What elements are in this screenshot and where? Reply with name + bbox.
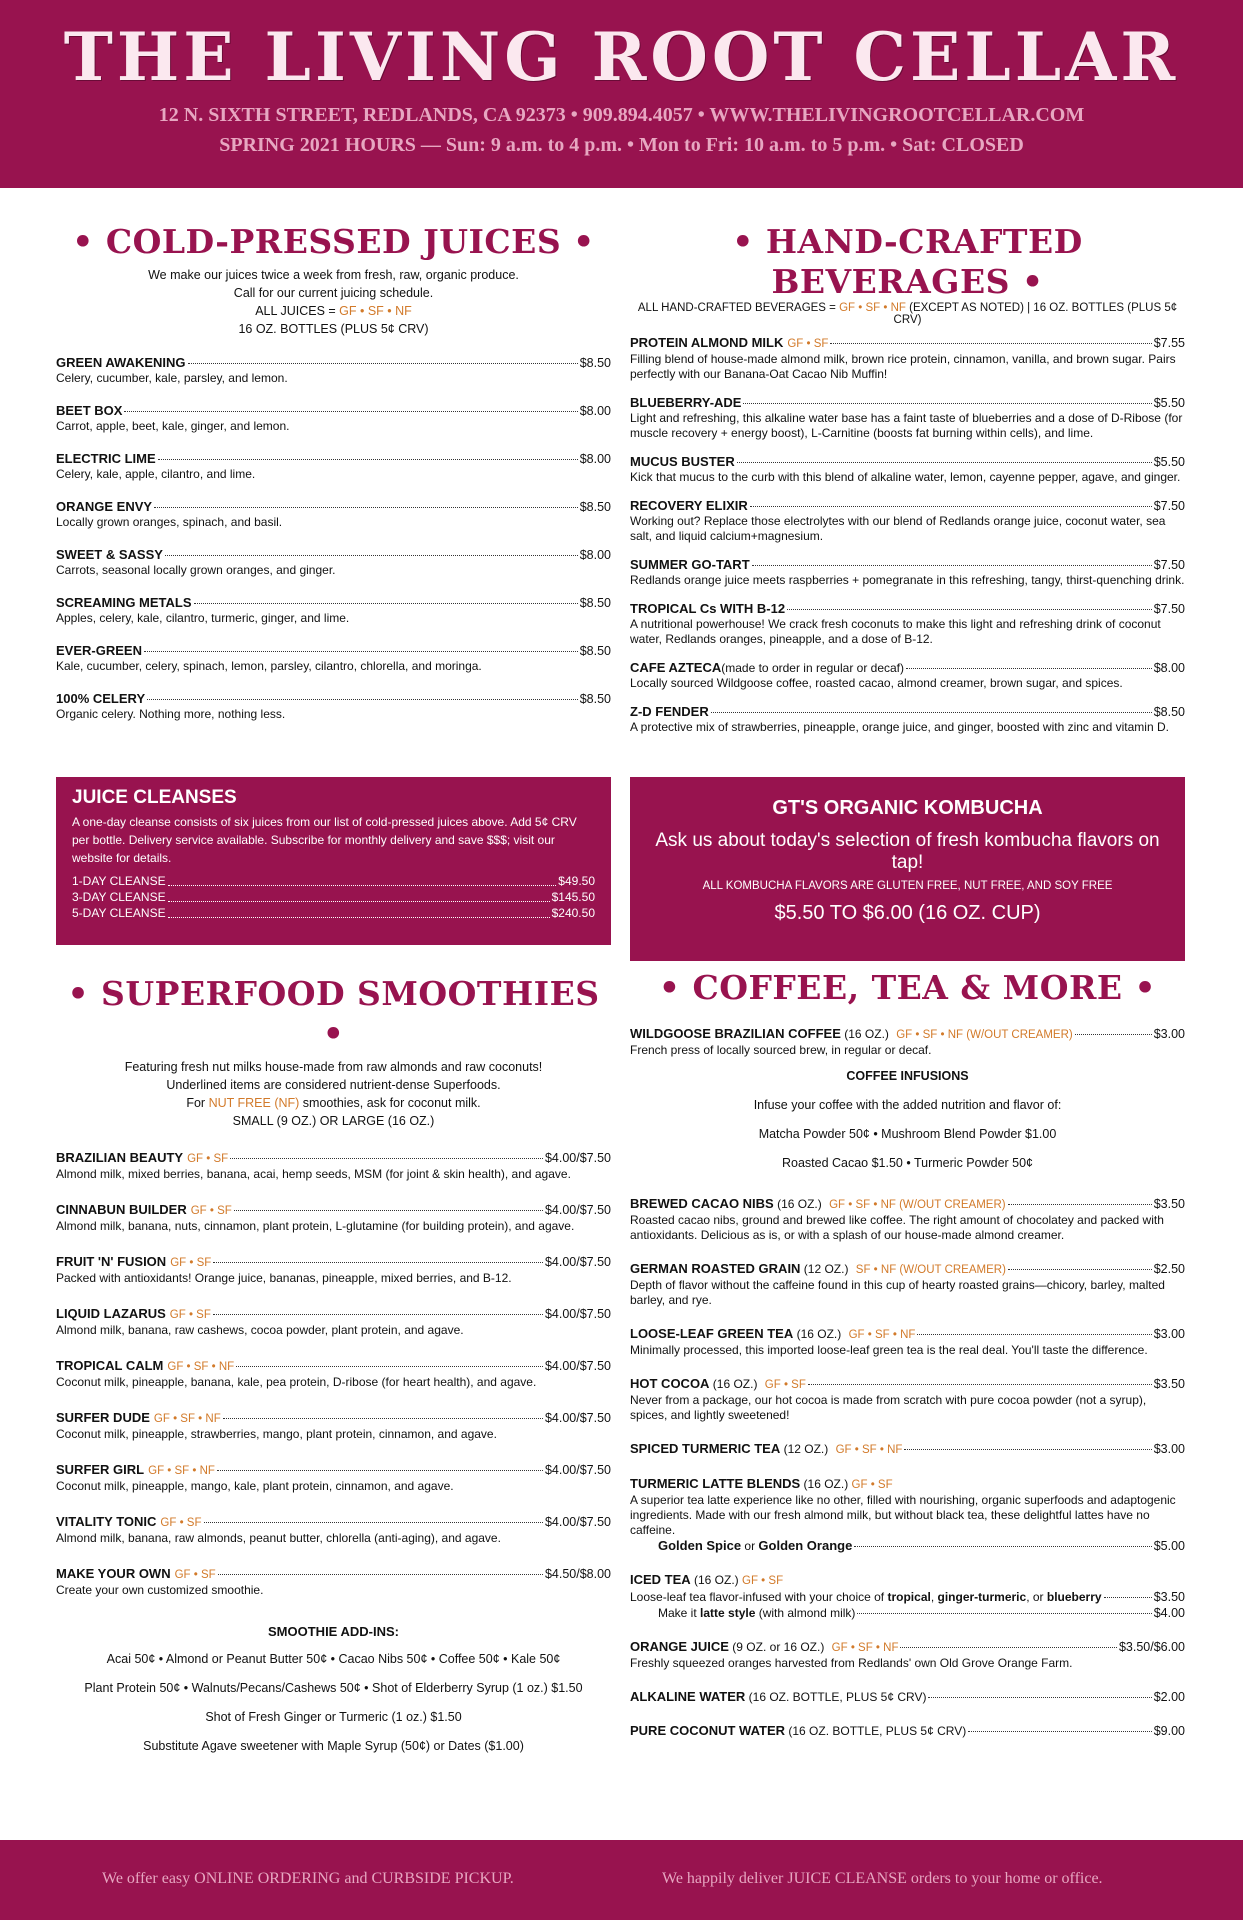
cleanses-desc: A one-day cleanse consists of six juices from our list of cold-pressed juices above. Add 5¢ CRV per bottle. Delivery service available. Subscribe for monthly delivery and save $$$; visit our website for details. bbox=[72, 815, 577, 865]
item-desc: Depth of flavor without the caffeine found in this cup of hearty roasted grains—chicory, barley, malted barley, and rye. bbox=[630, 1278, 1165, 1307]
item-price: $3.00 bbox=[1153, 1027, 1185, 1041]
item-tags: GF • SF • NF (W/OUT CREAMER) bbox=[829, 1199, 1006, 1211]
leader-dots bbox=[711, 712, 1152, 713]
leader-dots bbox=[752, 565, 1152, 566]
leader-dots bbox=[147, 699, 578, 700]
kombucha-line1: Ask us about today's selection of fresh kombucha flavors on tap! bbox=[655, 830, 1160, 873]
juice-item bbox=[56, 595, 611, 626]
footer bbox=[0, 1840, 1243, 1920]
coffee-item bbox=[630, 1639, 1185, 1671]
item-note: (made to order in regular or decaf) bbox=[721, 661, 905, 675]
item-tags: GF • SF bbox=[160, 1517, 202, 1529]
smoothie-item bbox=[56, 1566, 611, 1598]
kombucha-box bbox=[630, 777, 1185, 961]
beverage-item bbox=[630, 704, 1185, 735]
item-price: $9.00 bbox=[1153, 1724, 1185, 1738]
flavor-blueberry: blueberry bbox=[1046, 1590, 1102, 1604]
item-name: CINNABUN BUILDER bbox=[56, 1202, 187, 1217]
item-size: (16 OZ. BOTTLE, PLUS 5¢ CRV) bbox=[785, 1724, 967, 1738]
flavor-tropical: tropical bbox=[887, 1590, 931, 1604]
address-line: 12 N. SIXTH STREET, REDLANDS, CA 92373 • 909.894.4057 • WWW.THELIVINGROOTCELLAR.COM bbox=[158, 104, 1085, 126]
coffee-item bbox=[630, 1026, 1185, 1058]
item-desc: Organic celery. Nothing more, nothing less. bbox=[56, 707, 286, 721]
item-size: (12 OZ.) bbox=[780, 1442, 832, 1456]
item-desc: Locally grown oranges, spinach, and basil. bbox=[56, 515, 283, 529]
item-desc: Carrot, apple, beet, kale, ginger, and lemon. bbox=[56, 419, 290, 433]
smoothies-intro-2: Underlined items are considered nutrient-dense Superfoods. bbox=[166, 1078, 501, 1092]
leader-dots bbox=[787, 609, 1152, 610]
coffee-item bbox=[630, 1261, 1185, 1308]
item-price: $8.00 bbox=[579, 548, 611, 562]
beverages-section bbox=[630, 222, 1185, 735]
item-name: LOOSE-LEAF GREEN TEA bbox=[630, 1326, 794, 1341]
leader-dots bbox=[236, 1366, 543, 1367]
leader-dots bbox=[165, 555, 578, 556]
item-tags: GF • SF • NF bbox=[153, 1413, 221, 1425]
item-price: $4.00/$7.50 bbox=[544, 1359, 611, 1373]
leader-dots bbox=[808, 1384, 1152, 1385]
item-desc: Coconut milk, pineapple, mango, kale, plant protein, cinnamon, and agave. bbox=[56, 1479, 454, 1493]
item-desc: Freshly squeezed oranges harvested from Redlands' own Old Grove Orange Farm. bbox=[630, 1656, 1073, 1670]
item-tags: GF • SF bbox=[787, 338, 829, 350]
item-size: (16 OZ. BOTTLE, PLUS 5¢ CRV) bbox=[745, 1690, 927, 1704]
item-price: $4.00 bbox=[1153, 1606, 1185, 1620]
cleanse-label: 3-DAY CLEANSE bbox=[72, 890, 166, 904]
option-golden-orange: Golden Orange bbox=[758, 1538, 853, 1553]
item-price: $8.00 bbox=[579, 404, 611, 418]
beverage-item bbox=[630, 335, 1185, 382]
item-price: $3.50/$6.00 bbox=[1118, 1640, 1185, 1654]
item-name: ORANGE JUICE bbox=[630, 1639, 729, 1654]
smoothie-item bbox=[56, 1306, 611, 1338]
item-size: (12 OZ.) bbox=[800, 1262, 852, 1276]
coffee-section bbox=[630, 968, 1185, 1739]
beverage-item bbox=[630, 498, 1185, 544]
leader-dots bbox=[230, 1158, 543, 1159]
leader-dots bbox=[168, 870, 557, 886]
cleanses-title: JUICE CLEANSES bbox=[72, 787, 237, 808]
item-name: SURFER GIRL bbox=[56, 1462, 145, 1477]
item-desc: Almond milk, banana, nuts, cinnamon, plant protein, L-glutamine (for building protein), and agave. bbox=[56, 1219, 575, 1233]
leader-dots bbox=[204, 1522, 543, 1523]
item-tags: GF • SF • NF bbox=[835, 1444, 903, 1456]
item-name: MAKE YOUR OWN bbox=[56, 1566, 171, 1581]
leader-dots bbox=[168, 886, 550, 902]
item-desc: Coconut milk, pineapple, strawberries, mango, plant protein, cinnamon, and agave. bbox=[56, 1427, 497, 1441]
item-desc: Kick that mucus to the curb with this blend of alkaline water, lemon, cayenne pepper, agave, and ginger. bbox=[630, 470, 1181, 484]
coffee-title: • COFFEE, TEA & MORE • bbox=[658, 968, 1157, 1007]
item-desc: A protective mix of strawberries, pineapple, orange juice, and ginger, boosted with zinc and vitamin D. bbox=[630, 720, 1169, 734]
item-desc: Celery, kale, apple, cilantro, and lime. bbox=[56, 467, 256, 481]
item-name: MUCUS BUSTER bbox=[630, 454, 735, 469]
item-desc: Apples, celery, kale, cilantro, turmeric, ginger, and lime. bbox=[56, 611, 350, 625]
item-desc: French press of locally sourced brew, in regular or decaf. bbox=[630, 1043, 932, 1057]
beverages-intro-b: (EXCEPT AS NOTED) | 16 OZ. BOTTLES (PLUS 5¢ CRV) bbox=[893, 302, 1178, 326]
juice-item bbox=[56, 643, 611, 674]
juice-item bbox=[56, 355, 611, 386]
item-tags: GF • SF bbox=[190, 1205, 232, 1217]
coffee-item bbox=[630, 1196, 1185, 1243]
item-size: (16 OZ.) bbox=[840, 1027, 893, 1041]
item-tags: GF • SF bbox=[851, 1479, 893, 1491]
item-name: PURE COCONUT WATER bbox=[630, 1723, 786, 1738]
item-name: SPICED TURMERIC TEA bbox=[630, 1441, 781, 1456]
item-name: BLUEBERRY-ADE bbox=[630, 395, 742, 410]
leader-dots bbox=[158, 459, 578, 460]
footer-left: We offer easy ONLINE ORDERING and CURBSIDE PICKUP. bbox=[102, 1870, 514, 1887]
kombucha-price: $5.50 TO $6.00 (16 OZ. CUP) bbox=[774, 902, 1041, 924]
juices-intro-3: ALL JUICES = bbox=[255, 304, 340, 318]
smoothie-item bbox=[56, 1462, 611, 1494]
smoothies-intro-4: SMALL (9 OZ.) OR LARGE (16 OZ.) bbox=[232, 1114, 435, 1128]
item-name: CAFE AZTECA bbox=[630, 660, 722, 675]
item-name: VITALITY TONIC bbox=[56, 1514, 157, 1529]
kombucha-title: GT'S ORGANIC KOMBUCHA bbox=[772, 797, 1043, 819]
item-desc: A superior tea latte experience like no other, filled with nourishing, organic superfoods and adaptogenic ingredients. Made with our fresh almond milk, but without black tea, these delightful lattes have no caffeine. bbox=[630, 1493, 1176, 1537]
item-name: 100% CELERY bbox=[56, 691, 146, 706]
item-name: ORANGE ENVY bbox=[56, 499, 153, 514]
item-price: $4.00/$7.50 bbox=[544, 1411, 611, 1425]
item-desc: Locally sourced Wildgoose coffee, roasted cacao, almond creamer, brown sugar, and spices. bbox=[630, 676, 1123, 690]
item-name: BRAZILIAN BEAUTY bbox=[56, 1150, 184, 1165]
juice-item bbox=[56, 547, 611, 578]
leader-dots bbox=[188, 363, 578, 364]
item-name: BEET BOX bbox=[56, 403, 123, 418]
cleanse-price: $49.50 bbox=[558, 874, 595, 888]
item-price: $4.00/$7.50 bbox=[544, 1307, 611, 1321]
item-price: $3.50 bbox=[1153, 1197, 1185, 1211]
leader-dots bbox=[213, 1262, 543, 1263]
juices-intro-4: 16 OZ. BOTTLES (PLUS 5¢ CRV) bbox=[238, 322, 429, 336]
coffee-item bbox=[630, 1476, 1185, 1554]
infusions-title: COFFEE INFUSIONS bbox=[846, 1069, 969, 1083]
item-price: $8.50 bbox=[579, 692, 611, 706]
item-name: EVER-GREEN bbox=[56, 643, 142, 658]
item-price: $4.50/$8.00 bbox=[544, 1567, 611, 1581]
leader-dots bbox=[1008, 1269, 1152, 1270]
item-price: $4.00/$7.50 bbox=[544, 1203, 611, 1217]
coffee-item bbox=[630, 1689, 1185, 1705]
item-name: Z-D FENDER bbox=[630, 704, 709, 719]
smoothies-intro-3a: For bbox=[186, 1096, 209, 1110]
item-desc: Filling blend of house-made almond milk, brown rice protein, cinnamon, vanilla, and brown sugar. Pairs perfectly with our Banana-Oat Cacao Nib Muffin! bbox=[630, 352, 1176, 381]
beverages-title: • HAND-CRAFTED BEVERAGES • bbox=[732, 222, 1083, 301]
smoothie-item bbox=[56, 1254, 611, 1286]
item-desc: Create your own customized smoothie. bbox=[56, 1583, 264, 1597]
kombucha-line2: ALL KOMBUCHA FLAVORS ARE GLUTEN FREE, NUT FREE, AND SOY FREE bbox=[702, 880, 1113, 892]
item-price: $8.50 bbox=[579, 356, 611, 370]
leader-dots bbox=[168, 902, 550, 918]
item-desc: Never from a package, our hot cocoa is made from scratch with pure cocoa powder (not a syrup), spices, and lightly sweetened! bbox=[630, 1393, 1147, 1422]
item-desc: Roasted cacao nibs, ground and brewed like coffee. The right amount of chocolatey and packed with antioxidants. Delicious as is, or with a splash of our house-made almond creamer. bbox=[630, 1213, 1164, 1242]
item-price: $8.50 bbox=[579, 644, 611, 658]
restaurant-title: THE LIVING ROOT CELLAR bbox=[63, 18, 1180, 96]
coffee-item bbox=[630, 1723, 1185, 1739]
smoothie-item bbox=[56, 1358, 611, 1390]
header bbox=[0, 0, 1243, 188]
item-tags: SF • NF (W/OUT CREAMER) bbox=[855, 1264, 1006, 1276]
leader-dots bbox=[743, 403, 1151, 404]
juice-item bbox=[56, 451, 611, 482]
item-name: TROPICAL CALM bbox=[56, 1358, 164, 1373]
smoothie-item bbox=[56, 1150, 611, 1182]
item-name: GREEN AWAKENING bbox=[56, 355, 186, 370]
latte-prefix: Make it bbox=[658, 1606, 701, 1620]
item-price: $8.00 bbox=[579, 452, 611, 466]
smoothie-item bbox=[56, 1514, 611, 1546]
cleanse-row bbox=[72, 905, 595, 921]
item-name: ALKALINE WATER bbox=[630, 1689, 746, 1704]
item-name: TURMERIC LATTE BLENDS bbox=[630, 1476, 801, 1491]
item-name: TROPICAL Cs WITH B-12 bbox=[630, 601, 786, 616]
latte-suffix: (with almond milk) bbox=[755, 1606, 856, 1620]
item-name: LIQUID LAZARUS bbox=[56, 1306, 166, 1321]
leader-dots bbox=[124, 411, 577, 412]
item-name: GERMAN ROASTED GRAIN bbox=[630, 1261, 801, 1276]
leader-dots bbox=[928, 1697, 1151, 1698]
item-desc: Coconut milk, pineapple, banana, kale, pea protein, D-ribose (for heart health), and agave. bbox=[56, 1375, 537, 1389]
item-name: SURFER DUDE bbox=[56, 1410, 150, 1425]
item-price: $7.50 bbox=[1153, 558, 1185, 572]
item-size: (16 OZ.) bbox=[793, 1327, 845, 1341]
hours-line: SPRING 2021 HOURS — Sun: 9 a.m. to 4 p.m. • Mon to Fri: 10 a.m. to 5 p.m. • Sat: CLOSED bbox=[219, 134, 1024, 156]
option-golden-spice: Golden Spice bbox=[658, 1538, 742, 1553]
item-price: $2.50 bbox=[1153, 1262, 1185, 1276]
item-price: $4.00/$7.50 bbox=[544, 1255, 611, 1269]
or-text: , or bbox=[1026, 1590, 1047, 1604]
leader-dots bbox=[1075, 1034, 1152, 1035]
beverage-item bbox=[630, 660, 1185, 691]
item-tags: GF • SF bbox=[187, 1153, 229, 1165]
smoothies-title: • SUPERFOOD SMOOTHIES • bbox=[67, 974, 600, 1053]
item-name: FRUIT 'N' FUSION bbox=[56, 1254, 167, 1269]
item-price: $8.50 bbox=[579, 596, 611, 610]
coffee-item bbox=[630, 1376, 1185, 1423]
item-price: $4.00/$7.50 bbox=[544, 1463, 611, 1477]
item-size: (16 OZ.) bbox=[773, 1197, 826, 1211]
juice-item bbox=[56, 499, 611, 530]
cleanse-price: $145.50 bbox=[551, 890, 595, 904]
leader-dots bbox=[218, 1574, 543, 1575]
leader-dots bbox=[904, 1449, 1151, 1450]
addin-line: Shot of Fresh Ginger or Turmeric (1 oz.) $1.50 bbox=[205, 1710, 462, 1724]
juice-cleanses-box bbox=[56, 777, 611, 945]
item-desc: Packed with antioxidants! Orange juice, bananas, pineapple, mixed berries, and B-12. bbox=[56, 1271, 512, 1285]
item-name: SCREAMING METALS bbox=[56, 595, 192, 610]
item-price: $5.00 bbox=[1153, 1539, 1185, 1553]
infusions-intro: Infuse your coffee with the added nutrition and flavor of: bbox=[753, 1098, 1062, 1112]
item-desc: A nutritional powerhouse! We crack fresh coconuts to make this light and refreshing drink of coconut water, Redlands oranges, pineapple, and a dose of B-12. bbox=[630, 617, 1161, 646]
item-name: SUMMER GO-TART bbox=[630, 557, 750, 572]
item-tags: GF • SF bbox=[174, 1569, 216, 1581]
item-price: $5.50 bbox=[1153, 455, 1185, 469]
item-price: $2.00 bbox=[1153, 1690, 1185, 1704]
item-desc: Celery, cucumber, kale, parsley, and lemon. bbox=[56, 371, 288, 385]
leader-dots bbox=[750, 506, 1152, 507]
smoothie-item bbox=[56, 1410, 611, 1442]
footer-right: We happily deliver JUICE CLEANSE orders to your home or office. bbox=[662, 1870, 1103, 1887]
item-price: $8.50 bbox=[579, 500, 611, 514]
leader-dots bbox=[194, 603, 578, 604]
juices-section bbox=[56, 222, 611, 722]
leader-dots bbox=[1104, 1597, 1152, 1598]
item-price: $3.50 bbox=[1153, 1590, 1185, 1604]
item-tags: GF • SF bbox=[742, 1575, 784, 1587]
leader-dots bbox=[854, 1546, 1151, 1547]
item-price: $4.00/$7.50 bbox=[544, 1515, 611, 1529]
cleanse-label: 5-DAY CLEANSE bbox=[72, 906, 166, 920]
smoothies-section bbox=[56, 974, 611, 1761]
item-tags: GF • SF bbox=[764, 1379, 806, 1391]
item-name: ICED TEA bbox=[630, 1572, 691, 1587]
beverages-intro-a: ALL HAND-CRAFTED BEVERAGES = bbox=[637, 302, 840, 314]
iced-tea-desc: Loose-leaf tea flavor-infused with your choice of bbox=[630, 1590, 888, 1604]
item-desc: Almond milk, mixed berries, banana, acai, hemp seeds, MSM (for joint & skin health), and agave. bbox=[56, 1167, 571, 1181]
cleanse-price: $240.50 bbox=[551, 906, 595, 920]
item-desc: Carrots, seasonal locally grown oranges, and ginger. bbox=[56, 563, 336, 577]
item-price: $3.00 bbox=[1153, 1442, 1185, 1456]
item-name: ELECTRIC LIME bbox=[56, 451, 156, 466]
addins-title: SMOOTHIE ADD-INS: bbox=[268, 1624, 399, 1639]
juices-title: • COLD-PRESSED JUICES • bbox=[72, 222, 595, 261]
item-desc: Light and refreshing, this alkaline water base has a faint taste of blueberries and a dose of D-Ribose (for muscle recovery + energy boost), L-Carnitine (boosts fat burning within cells), and lime. bbox=[630, 411, 1183, 440]
beverage-item bbox=[630, 601, 1185, 647]
smoothie-item bbox=[56, 1202, 611, 1234]
flavor-ginger-turmeric: ginger-turmeric bbox=[937, 1590, 1027, 1604]
infusions-line1: Matcha Powder 50¢ • Mushroom Blend Powder $1.00 bbox=[758, 1127, 1057, 1141]
item-desc: Almond milk, banana, raw almonds, peanut butter, chlorella (anti-aging), and agave. bbox=[56, 1531, 501, 1545]
leader-dots bbox=[968, 1731, 1152, 1732]
comma: , bbox=[930, 1590, 938, 1604]
cleanse-label: 1-DAY CLEANSE bbox=[72, 874, 166, 888]
item-size: (16 OZ.) bbox=[690, 1573, 743, 1587]
infusions-line2: Roasted Cacao $1.50 • Turmeric Powder 50¢ bbox=[781, 1156, 1034, 1170]
leader-dots bbox=[1008, 1204, 1152, 1205]
addin-line: Acai 50¢ • Almond or Peanut Butter 50¢ • Cacao Nibs 50¢ • Coffee 50¢ • Kale 50¢ bbox=[106, 1652, 561, 1666]
item-name: RECOVERY ELIXIR bbox=[630, 498, 748, 513]
coffee-infusions bbox=[630, 1062, 1185, 1178]
leader-dots bbox=[737, 462, 1152, 463]
smoothies-nf-tag: NUT FREE (NF) bbox=[208, 1096, 300, 1110]
item-price: $3.50 bbox=[1153, 1377, 1185, 1391]
item-desc: Almond milk, banana, raw cashews, cocoa powder, plant protein, and agave. bbox=[56, 1323, 464, 1337]
item-tags: GF • SF • NF bbox=[167, 1361, 235, 1373]
coffee-item bbox=[630, 1326, 1185, 1358]
leader-dots bbox=[857, 1613, 1151, 1614]
item-name: BREWED CACAO NIBS bbox=[630, 1196, 774, 1211]
leader-dots bbox=[213, 1314, 543, 1315]
leader-dots bbox=[917, 1334, 1151, 1335]
juice-item bbox=[56, 691, 611, 722]
item-name: PROTEIN ALMOND MILK bbox=[630, 335, 784, 350]
leader-dots bbox=[217, 1470, 543, 1471]
addin-line: Plant Protein 50¢ • Walnuts/Pecans/Cashews 50¢ • Shot of Elderberry Syrup (1 oz.) $1.50 bbox=[84, 1681, 583, 1695]
beverage-item bbox=[630, 557, 1185, 588]
leader-dots bbox=[900, 1647, 1116, 1648]
item-price: $7.50 bbox=[1153, 602, 1185, 616]
juices-intro-1: We make our juices twice a week from fresh, raw, organic produce. bbox=[148, 268, 519, 282]
item-tags: GF • SF bbox=[169, 1309, 211, 1321]
leader-dots bbox=[234, 1210, 543, 1211]
item-price: $7.55 bbox=[1153, 336, 1185, 350]
item-tags: GF • SF • NF bbox=[848, 1329, 916, 1341]
leader-dots bbox=[144, 651, 578, 652]
coffee-item bbox=[630, 1572, 1185, 1621]
smoothies-intro-1: Featuring fresh nut milks house-made from raw almonds and raw coconuts! bbox=[124, 1060, 543, 1074]
leader-dots bbox=[223, 1418, 543, 1419]
item-tags: GF • SF bbox=[170, 1257, 212, 1269]
juices-intro-2: Call for our current juicing schedule. bbox=[233, 286, 434, 300]
item-price: $5.50 bbox=[1153, 396, 1185, 410]
addin-line: Substitute Agave sweetener with Maple Syrup (50¢) or Dates ($1.00) bbox=[143, 1739, 524, 1753]
item-tags: GF • SF • NF (W/OUT CREAMER) bbox=[896, 1029, 1073, 1041]
item-size: (16 OZ.) bbox=[709, 1377, 761, 1391]
item-price: $7.50 bbox=[1153, 499, 1185, 513]
item-price: $3.00 bbox=[1153, 1327, 1185, 1341]
beverages-tags: GF • SF • NF bbox=[839, 302, 906, 314]
juice-item bbox=[56, 403, 611, 434]
item-desc: Kale, cucumber, celery, spinach, lemon, parsley, cilantro, chlorella, and moringa. bbox=[56, 659, 482, 673]
item-size: (16 OZ.) bbox=[800, 1477, 852, 1491]
item-desc: Redlands orange juice meets raspberries + pomegranate in this refreshing, tangy, thirst-quenching drink. bbox=[630, 573, 1185, 587]
coffee-item bbox=[630, 1441, 1185, 1458]
juices-tags: GF • SF • NF bbox=[339, 304, 412, 318]
item-price: $8.00 bbox=[1153, 661, 1185, 675]
item-name: SWEET & SASSY bbox=[56, 547, 163, 562]
item-price: $8.50 bbox=[1153, 705, 1185, 719]
item-name: WILDGOOSE BRAZILIAN COFFEE bbox=[630, 1026, 841, 1041]
item-size: (9 OZ. or 16 OZ.) bbox=[728, 1640, 828, 1654]
beverage-item bbox=[630, 395, 1185, 441]
item-price: $4.00/$7.50 bbox=[544, 1151, 611, 1165]
leader-dots bbox=[830, 343, 1151, 344]
beverage-item bbox=[630, 454, 1185, 485]
item-tags: GF • SF • NF bbox=[148, 1465, 215, 1477]
leader-dots bbox=[906, 668, 1152, 669]
item-tags: GF • SF • NF bbox=[831, 1642, 899, 1654]
smoothies-intro-3b: smoothies, ask for coconut milk. bbox=[299, 1096, 481, 1110]
item-desc: Working out? Replace those electrolytes with our blend of Redlands orange juice, coconut water, sea salt, and liquid calcium+magnesium. bbox=[630, 514, 1166, 543]
leader-dots bbox=[154, 507, 578, 508]
latte-style: latte style bbox=[700, 1606, 756, 1620]
item-desc: Minimally processed, this imported loose-leaf green tea is the real deal. You'll taste the difference. bbox=[630, 1343, 1148, 1357]
item-name: HOT COCOA bbox=[630, 1376, 710, 1391]
option-or: or bbox=[741, 1539, 759, 1553]
